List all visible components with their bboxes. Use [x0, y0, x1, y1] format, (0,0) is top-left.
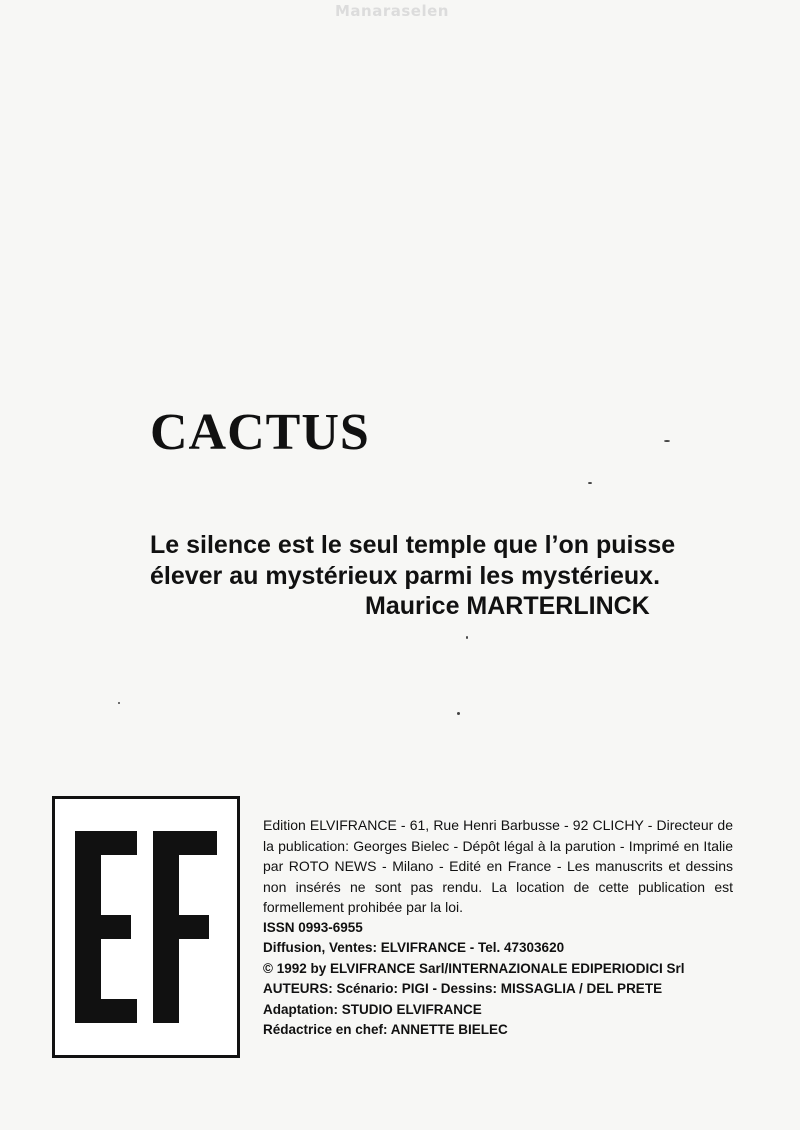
imprint-block	[263, 815, 733, 1041]
scan-speck	[588, 482, 592, 484]
imprint-paragraph: Edition ELVIFRANCE - 61, Rue Henri Barbusse - 92 CLICHY - Directeur de la publication: Georges Bielec - Dépôt légal à la parution - Imprimé en Italie par ROTO NEWS - Milano - Edité en France - Les manuscrits et dessins non insérés ne sont pas rendu. La location de cette publication est formellement prohibée par la loi.	[263, 817, 733, 915]
scan-speck	[118, 702, 120, 704]
diffusion-line: Diffusion, Ventes: ELVIFRANCE - Tel. 47303620	[263, 940, 565, 955]
issn-line: ISSN 0993-6955	[263, 919, 363, 935]
scan-speck	[466, 636, 468, 639]
authors-line: AUTEURS: Scénario: PIGI - Dessins: MISSAGLIA / DEL PRETE	[263, 981, 663, 996]
quote-author: Maurice MARTERLINCK	[365, 592, 650, 620]
book-title: CACTUS	[150, 404, 370, 461]
scan-speck	[457, 712, 460, 715]
quote-line-2: élever au mystérieux parmi les mystérieux.	[150, 562, 661, 590]
epigraph-quote	[150, 530, 770, 592]
editor-line: Rédactrice en chef: ANNETTE BIELEC	[263, 1022, 508, 1037]
publisher-logo	[52, 796, 240, 1058]
ef-logo-icon	[55, 799, 237, 1055]
quote-line-1: Le silence est le seul temple que l’on puisse	[150, 531, 676, 559]
copyright-line: © 1992 by ELVIFRANCE Sarl/INTERNAZIONALE EDIPERIODICI Srl	[263, 960, 685, 976]
adaptation-line: Adaptation: STUDIO ELVIFRANCE	[263, 1001, 482, 1017]
scan-speck	[664, 440, 670, 442]
watermark: Manaraselen	[335, 2, 449, 20]
